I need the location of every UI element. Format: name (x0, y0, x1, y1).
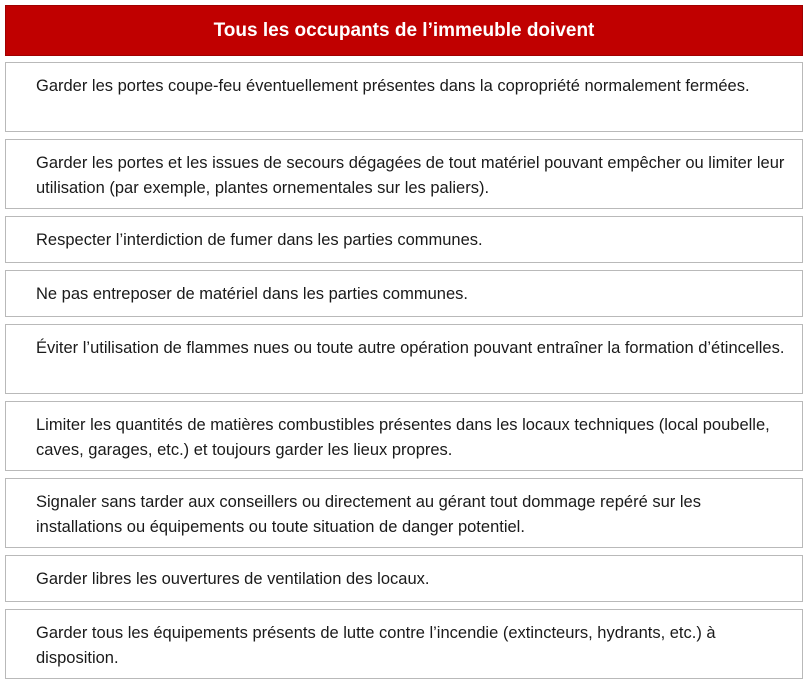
rule-text: Garder les portes et les issues de secours dégagées de tout matériel pouvant empêcher ou limiter leur utilisation (par exemple, plantes ornementales sur les paliers). (36, 154, 785, 197)
list-item (5, 478, 803, 548)
list-item (5, 139, 803, 209)
list-item (5, 324, 803, 394)
table-header (5, 5, 803, 56)
rule-text: Garder tous les équipements présents de lutte contre l’incendie (extincteurs, hydrants, etc.) à disposition. (36, 624, 716, 667)
list-item (5, 62, 803, 132)
list-item (5, 270, 803, 317)
rule-text: Garder libres les ouvertures de ventilation des locaux. (36, 570, 430, 588)
rules-list (5, 62, 803, 679)
rule-text: Respecter l’interdiction de fumer dans les parties communes. (36, 231, 483, 249)
rule-text: Signaler sans tarder aux conseillers ou directement au gérant tout dommage repéré sur les installations ou équipements ou toute situation de danger potentiel. (36, 493, 701, 536)
list-item (5, 401, 803, 471)
list-item (5, 609, 803, 679)
list-item (5, 555, 803, 602)
rule-text: Limiter les quantités de matières combustibles présentes dans les locaux techniques (local poubelle, caves, garages, etc.) et toujours garder les lieux propres. (36, 416, 770, 459)
list-item (5, 216, 803, 263)
rule-text: Ne pas entreposer de matériel dans les parties communes. (36, 285, 468, 303)
fire-safety-rules-table (5, 5, 803, 669)
rule-text: Garder les portes coupe-feu éventuellement présentes dans la copropriété normalement fermées. (36, 77, 750, 95)
header-title: Tous les occupants de l’immeuble doivent (213, 19, 595, 41)
rule-text: Éviter l’utilisation de flammes nues ou toute autre opération pouvant entraîner la formation d’étincelles. (36, 339, 785, 357)
